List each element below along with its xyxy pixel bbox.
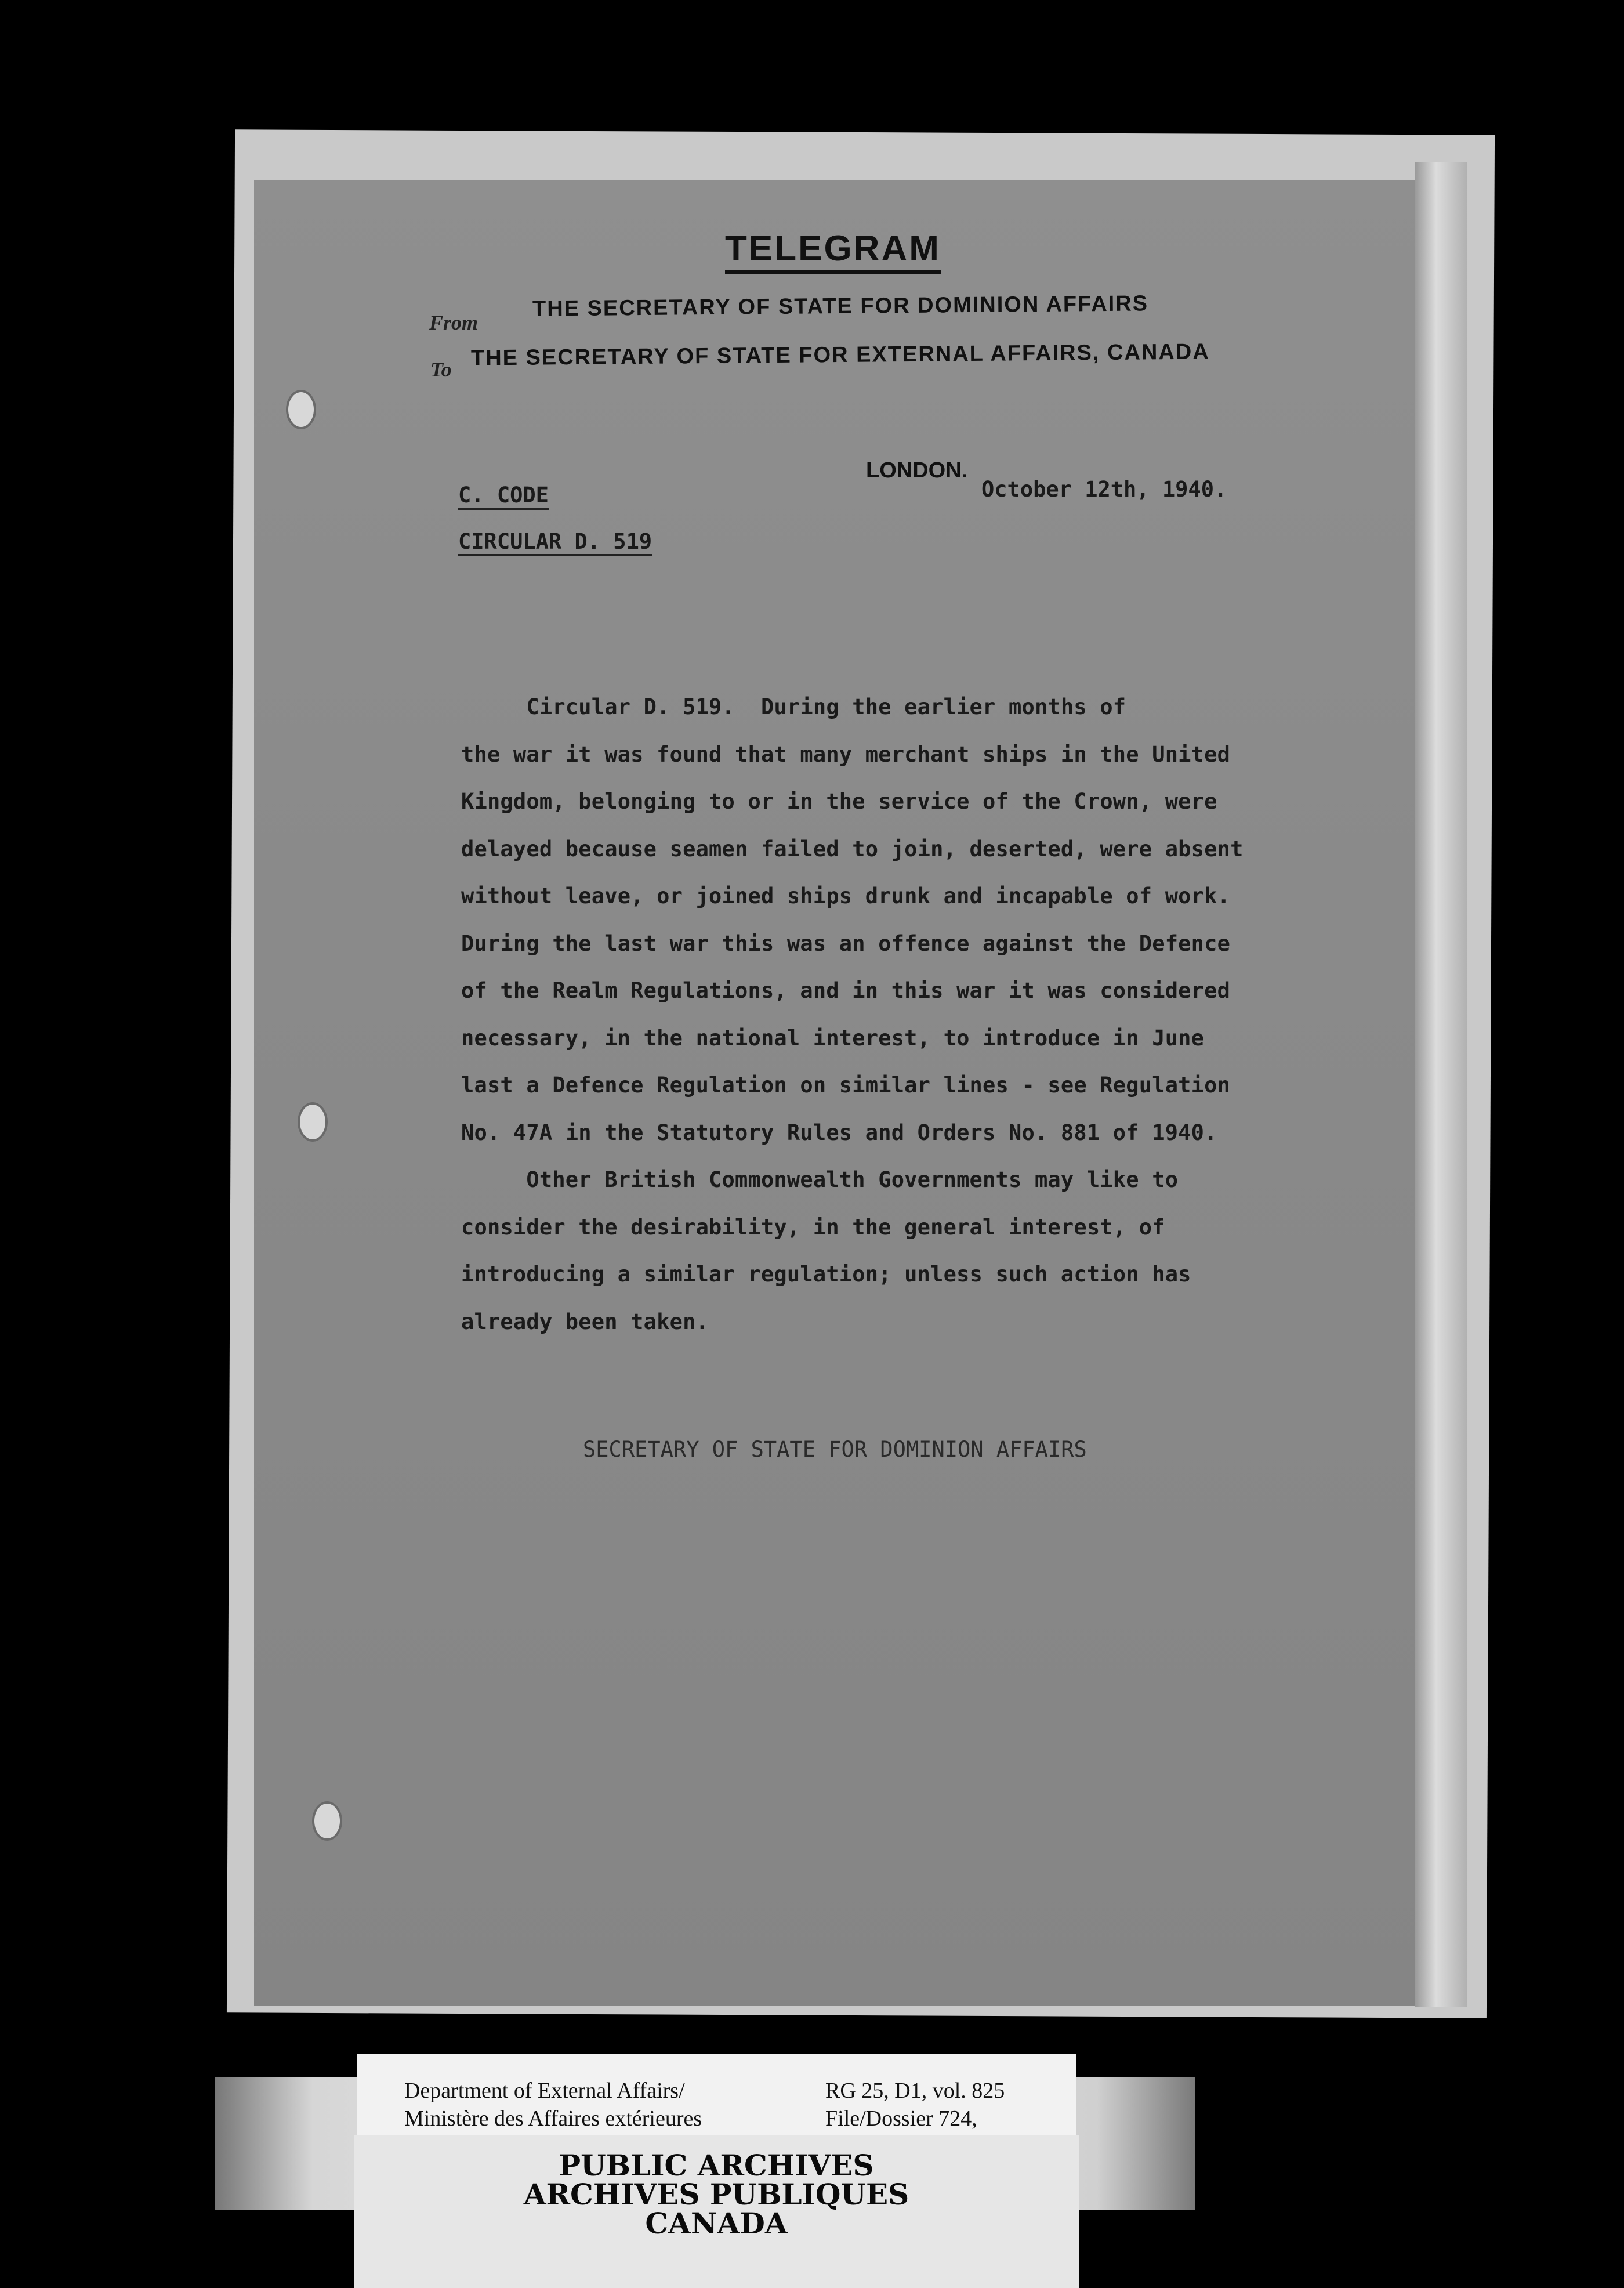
body-line: without leave, or joined ships drunk and incapable of work. [461,884,1231,908]
archive-reference-card [357,2054,1076,2141]
body-line: delayed because seamen failed to join, deserted, were absent [461,836,1244,861]
sender: THE SECRETARY OF STATE FOR DOMINION AFFAIRS [532,291,1149,321]
department-french: Ministère des Affaires extérieures [404,2106,702,2131]
date: October 12th, 1940. [981,477,1227,502]
archive-stamp [354,2135,1079,2288]
body-line: introducing a similar regulation; unless such action has [461,1262,1191,1287]
body-line: necessary, in the national interest, to introduce in June [461,1025,1205,1051]
department-english: Department of External Affairs/ [404,2079,685,2103]
to-label: To [430,358,452,381]
body-line: last a Defence Regulation on similar lines - see Regulation [461,1073,1231,1098]
place: LONDON. [866,458,968,483]
stamp-line-country: CANADA [645,2206,788,2240]
body-line: consider the desirability, in the general interest, of [461,1214,1165,1240]
page-title: TELEGRAM [725,229,941,274]
body-line: of the Realm Regulations, and in this war it was considered [461,978,1231,1003]
telegram-body [461,683,1366,1345]
from-label: From [429,311,478,334]
body-line: already been taken. [461,1309,709,1334]
page-edge [1415,162,1467,2007]
punch-hole [286,390,316,429]
circular-reference: CIRCULAR D. 519 [458,529,652,556]
punch-hole [312,1801,342,1841]
body-line: No. 47A in the Statutory Rules and Orders No. 881 of 1940. [461,1120,1217,1145]
record-group: RG 25, D1, vol. 825 [825,2079,1005,2103]
code-reference: C. CODE [458,483,549,510]
stamp-line-english: PUBLIC ARCHIVES [559,2148,874,2182]
body-line: Kingdom, belonging to or in the service of the Crown, were [461,789,1217,814]
signature: SECRETARY OF STATE FOR DOMINION AFFAIRS [583,1437,1087,1462]
body-line: Other British Commonwealth Governments may like to [461,1167,1179,1192]
punch-hole [298,1102,328,1142]
file-number: File/Dossier 724, [825,2106,977,2131]
body-line: Circular D. 519. During the earlier months of [461,694,1126,719]
stamp-line-french: ARCHIVES PUBLIQUES [523,2177,909,2211]
body-line: the war it was found that many merchant ships in the United [461,741,1231,767]
body-line: During the last war this was an offence against the Defence [461,931,1231,956]
recipient: THE SECRETARY OF STATE FOR EXTERNAL AFFAIRS, CANADA [470,339,1210,371]
